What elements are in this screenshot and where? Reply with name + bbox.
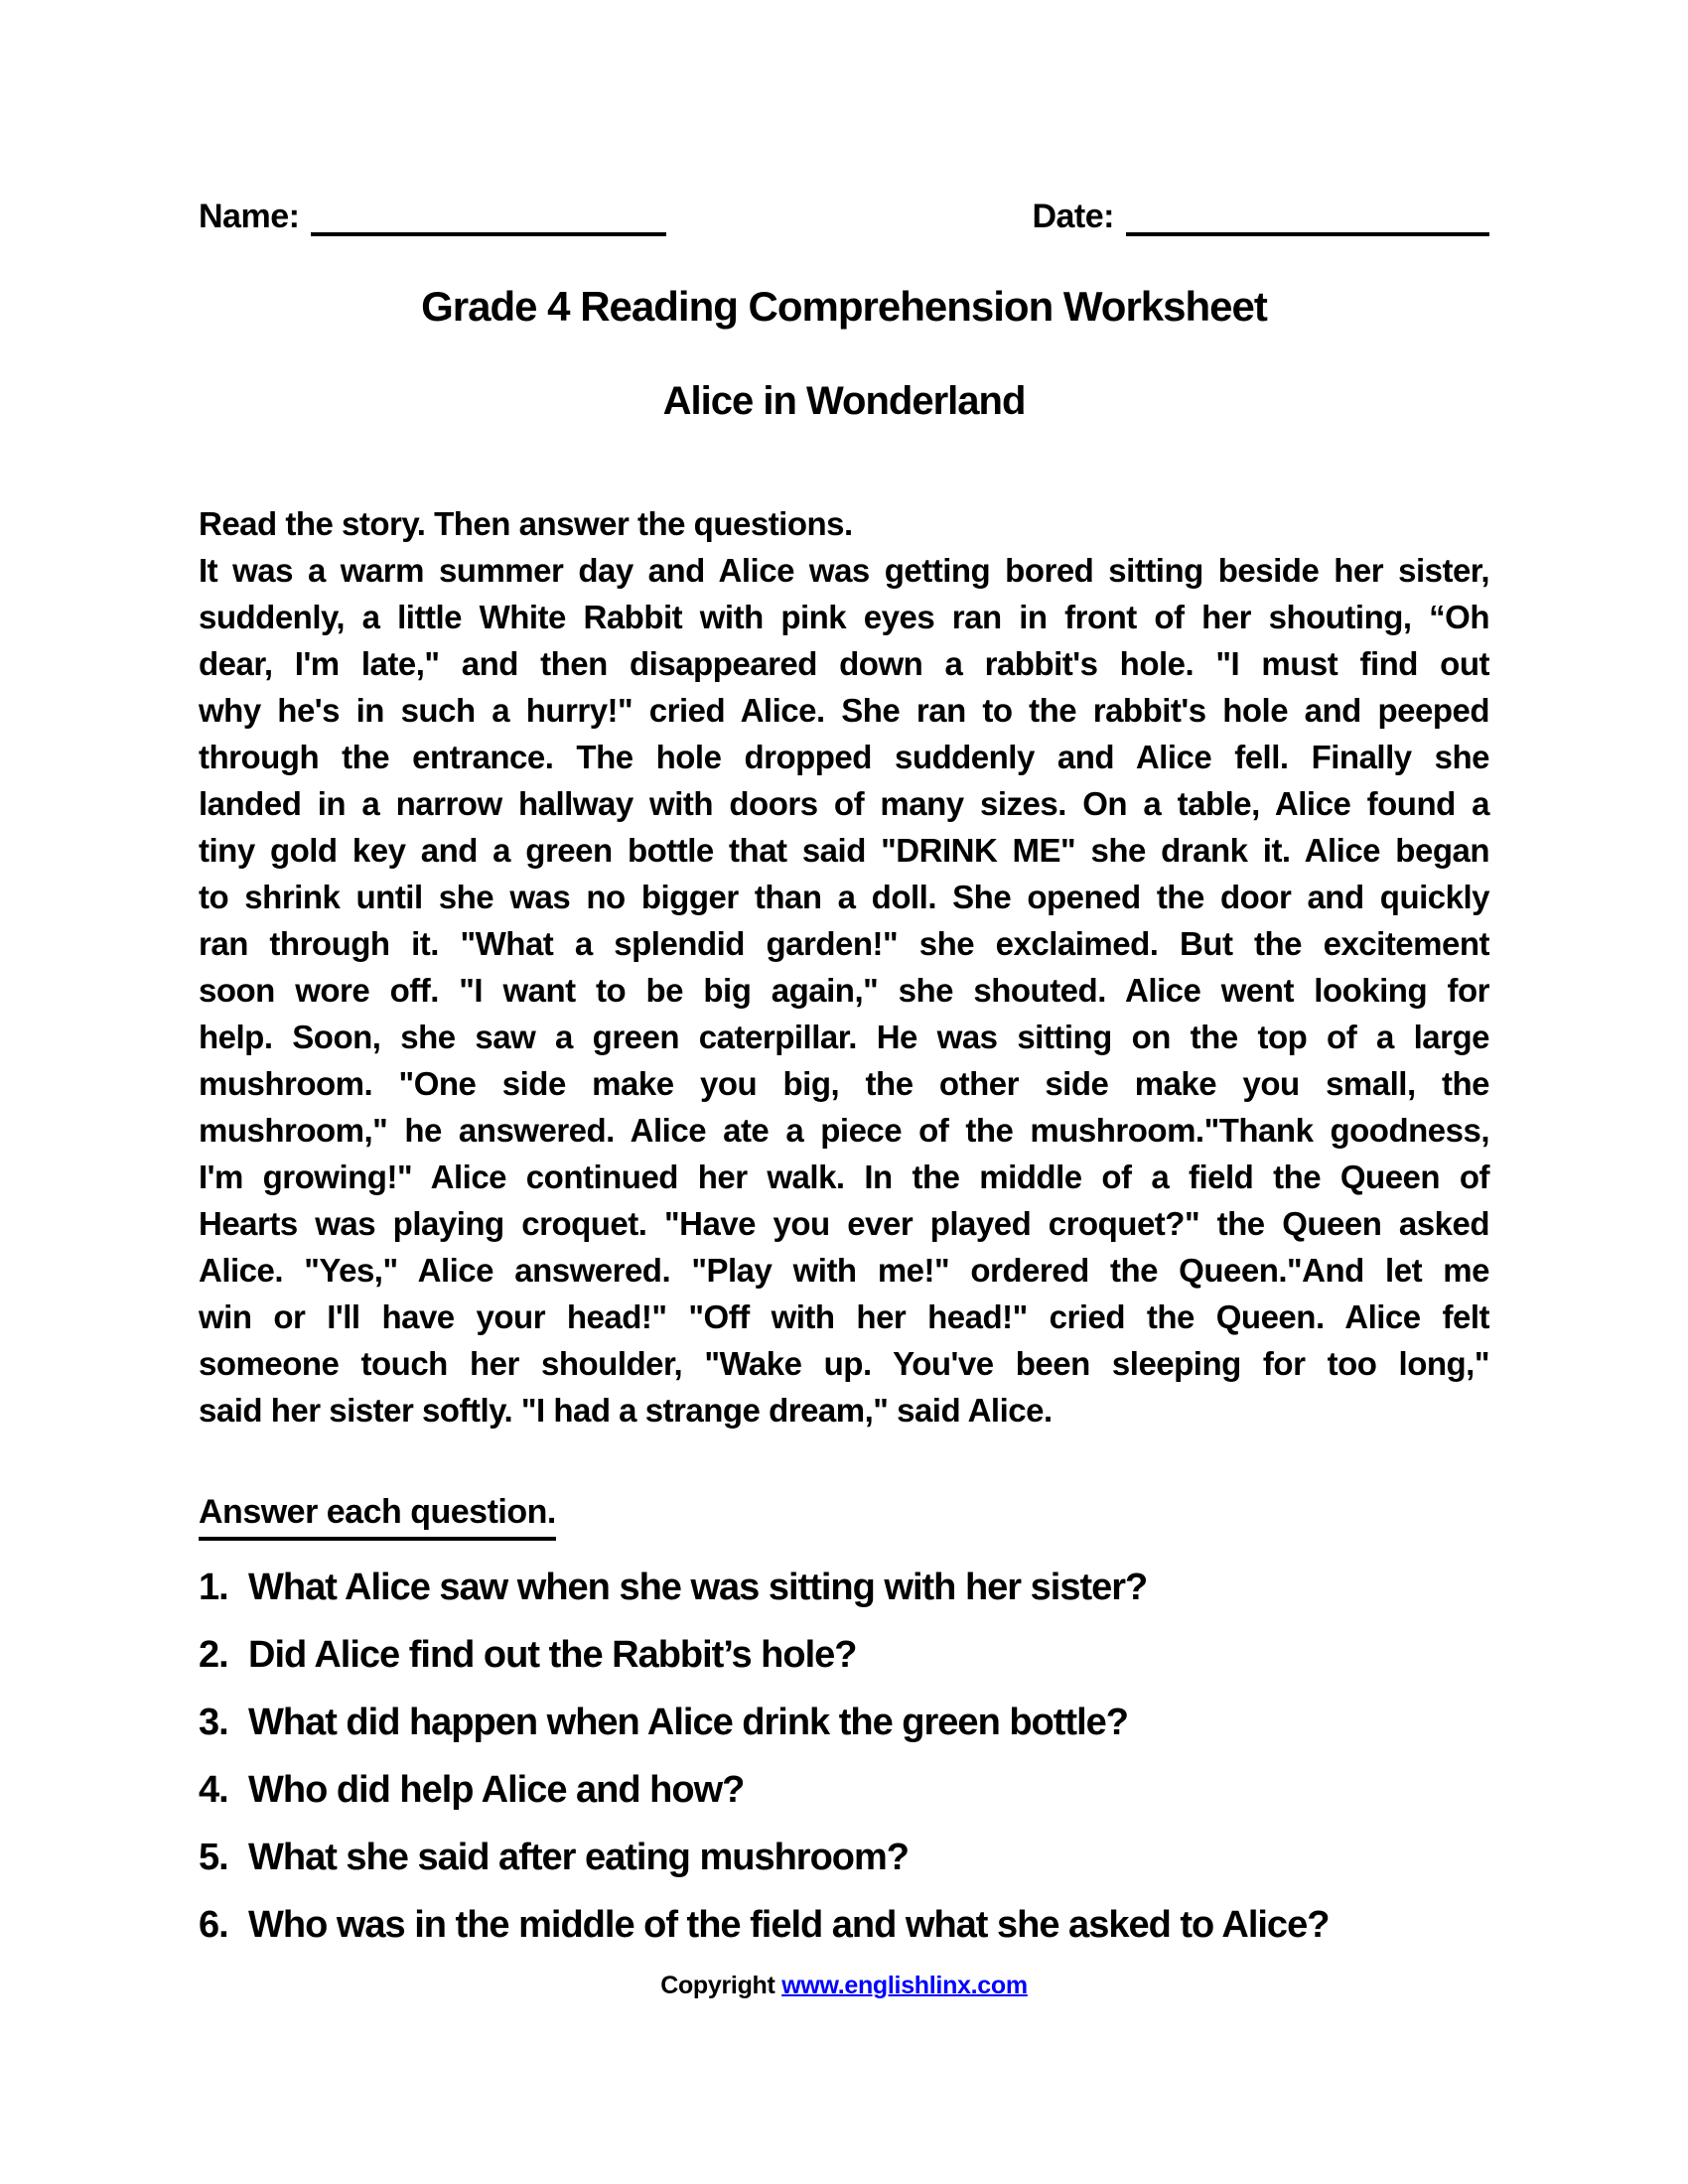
answer-heading-text: Answer each question. [199, 1491, 556, 1541]
story-line: Hearts was playing croquet. "Have you ever played croquet?" the Queen asked [199, 1205, 1489, 1242]
worksheet-content [199, 0, 1489, 2001]
name-date-row [199, 0, 1489, 236]
question-text: What Alice saw when she was sitting with her sister? [248, 1567, 1148, 1608]
name-label: Name: [199, 198, 300, 235]
worksheet-subtitle: Alice in Wonderland [662, 379, 1026, 423]
question-number: 5. [199, 1837, 228, 1878]
question-row [199, 1835, 1489, 1881]
question-number: 4. [199, 1769, 228, 1811]
name-blank-line [311, 199, 666, 236]
question-row [199, 1632, 1489, 1679]
answer-heading [199, 1491, 1489, 1541]
question-row [199, 1902, 1489, 1949]
question-text: What did happen when Alice drink the green bottle? [248, 1702, 1128, 1743]
story-paragraph [199, 547, 1489, 1433]
question-number: 2. [199, 1634, 228, 1676]
story-line: win or I'll have your head!" "Off with her head!" cried the Queen. Alice felt [199, 1298, 1489, 1335]
story-line: It was a warm summer day and Alice was getting bored sitting beside her sister, [199, 552, 1489, 589]
story-line: dear, I'm late," and then disappeared down a rabbit's hole. "I must find out [199, 645, 1489, 682]
story-line: said her sister softly. "I had a strange dream," said Alice. [199, 1392, 1053, 1429]
story-line: help. Soon, she saw a green caterpillar. He was sitting on the top of a large [199, 1019, 1489, 1055]
question-text: Who did help Alice and how? [248, 1769, 745, 1811]
question-number: 1. [199, 1567, 228, 1608]
story-line: tiny gold key and a green bottle that said "DRINK ME" she drank it. Alice began [199, 832, 1489, 869]
copyright-link[interactable]: www.englishlinx.com [781, 1972, 1028, 1999]
story-line: suddenly, a little White Rabbit with pink eyes ran in front of her shouting, “Oh [199, 599, 1489, 635]
date-field [1032, 197, 1489, 236]
story-line: through the entrance. The hole dropped suddenly and Alice fell. Finally she [199, 739, 1489, 775]
story-line: ran through it. "What a splendid garden!" she exclaimed. But the excitement [199, 925, 1489, 962]
question-row [199, 1767, 1489, 1814]
date-label: Date: [1032, 198, 1114, 235]
instructions-text: Read the story. Then answer the questions. [199, 505, 853, 542]
story-block [199, 500, 1489, 1433]
story-line: mushroom," he answered. Alice ate a piece of the mushroom."Thank goodness, [199, 1112, 1489, 1149]
date-blank-line [1126, 199, 1489, 236]
story-line: landed in a narrow hallway with doors of many sizes. On a table, Alice found a [199, 785, 1489, 822]
question-number: 6. [199, 1904, 228, 1946]
story-line: soon wore off. "I want to be big again," she shouted. Alice went looking for [199, 972, 1489, 1009]
story-line: I'm growing!" Alice continued her walk. In the middle of a field the Queen of [199, 1159, 1489, 1195]
question-row [199, 1565, 1489, 1611]
questions-list [199, 1565, 1489, 1949]
story-line: Alice. "Yes," Alice answered. "Play with me!" ordered the Queen."And let me [199, 1252, 1489, 1289]
question-text: Did Alice find out the Rabbit’s hole? [248, 1634, 857, 1676]
question-text: What she said after eating mushroom? [248, 1837, 909, 1878]
question-text: Who was in the middle of the field and what she asked to Alice? [248, 1904, 1330, 1946]
name-field [199, 197, 666, 236]
question-row [199, 1700, 1489, 1746]
copyright-label: Copyright [660, 1972, 782, 1999]
copyright-line [199, 1970, 1489, 2001]
story-line: to shrink until she was no bigger than a doll. She opened the door and quickly [199, 879, 1489, 915]
question-number: 3. [199, 1702, 228, 1743]
story-line: why he's in such a hurry!" cried Alice. She ran to the rabbit's hole and peeped [199, 692, 1489, 729]
story-line: mushroom. "One side make you big, the other side make you small, the [199, 1065, 1489, 1102]
worksheet-title: Grade 4 Reading Comprehension Worksheet [421, 283, 1267, 330]
story-line: someone touch her shoulder, "Wake up. You've been sleeping for too long," [199, 1345, 1489, 1382]
